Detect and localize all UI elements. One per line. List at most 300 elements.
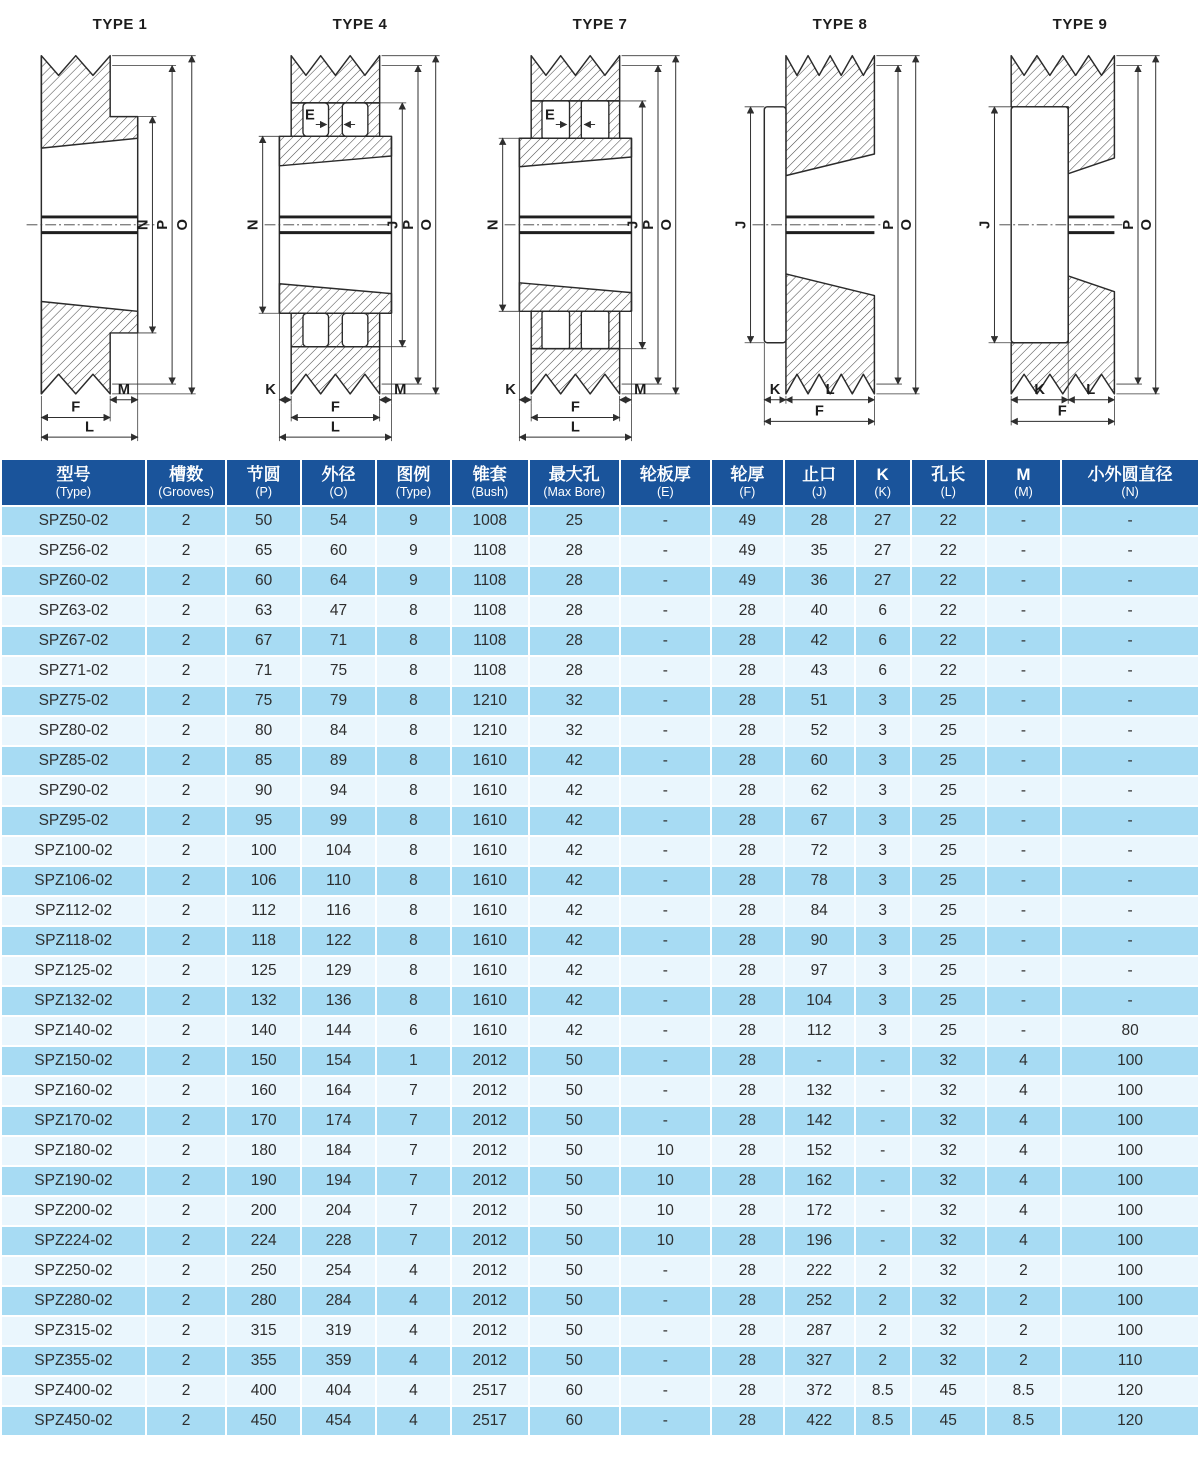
cell: 2 (146, 956, 226, 986)
cell: 2 (986, 1316, 1061, 1346)
cell: 200 (226, 1196, 301, 1226)
cell: 196 (784, 1226, 855, 1256)
cell: 1610 (451, 926, 529, 956)
cell: - (1061, 926, 1199, 956)
cell: 2012 (451, 1046, 529, 1076)
cell: - (620, 1406, 711, 1436)
pulley-cross-section-type-8 (726, 38, 954, 446)
cell: 6 (855, 596, 911, 626)
cell: 228 (301, 1226, 376, 1256)
cell: - (1061, 686, 1199, 716)
cell: SPZ106-02 (1, 866, 146, 896)
table-row (1, 1136, 1199, 1166)
dim-label-K: K (769, 381, 781, 398)
cell: 2 (146, 1376, 226, 1406)
cell: 4 (986, 1226, 1061, 1256)
cell: 25 (911, 956, 986, 986)
dim-label-M: M (117, 381, 131, 398)
table-row (1, 1196, 1199, 1226)
drawing-type-7 (480, 12, 720, 456)
cell: SPZ125-02 (1, 956, 146, 986)
cell: SPZ400-02 (1, 1376, 146, 1406)
cell: 2517 (451, 1376, 529, 1406)
cell: SPZ112-02 (1, 896, 146, 926)
cell: - (784, 1046, 855, 1076)
cell: 1108 (451, 656, 529, 686)
cell: - (620, 1376, 711, 1406)
cell: 32 (529, 686, 620, 716)
cell: 32 (911, 1256, 986, 1286)
cell: SPZ63-02 (1, 596, 146, 626)
cell: 100 (1061, 1196, 1199, 1226)
cell: 32 (911, 1346, 986, 1376)
cell: 25 (911, 716, 986, 746)
cell: 150 (226, 1046, 301, 1076)
cell: 32 (911, 1286, 986, 1316)
cell: 152 (784, 1136, 855, 1166)
cell: 28 (711, 656, 784, 686)
cell: 28 (711, 1286, 784, 1316)
cell: 28 (711, 806, 784, 836)
cell: 28 (711, 1046, 784, 1076)
cell: 355 (226, 1346, 301, 1376)
column-header: 型号 (Type) (1, 459, 146, 506)
cell: 132 (784, 1076, 855, 1106)
cell: 160 (226, 1076, 301, 1106)
cell: 54 (301, 506, 376, 536)
cell: 49 (711, 506, 784, 536)
cell: 42 (529, 926, 620, 956)
cell: - (620, 746, 711, 776)
cell: 2 (146, 1046, 226, 1076)
cell: - (986, 776, 1061, 806)
column-header: 小外圆直径 (N) (1061, 459, 1199, 506)
cell: 252 (784, 1286, 855, 1316)
cell: SPZ80-02 (1, 716, 146, 746)
cell: 65 (226, 536, 301, 566)
cell: 2012 (451, 1316, 529, 1346)
cell: 75 (301, 656, 376, 686)
cell: 7 (376, 1226, 451, 1256)
cell: 1210 (451, 716, 529, 746)
cell: 32 (529, 716, 620, 746)
cell: 2 (146, 1196, 226, 1226)
cell: 28 (711, 1406, 784, 1436)
cell: 100 (1061, 1316, 1199, 1346)
cell: 25 (911, 806, 986, 836)
cell: 8.5 (855, 1376, 911, 1406)
cell: 3 (855, 716, 911, 746)
cell: - (986, 626, 1061, 656)
table-row (1, 1286, 1199, 1316)
cell: - (620, 1286, 711, 1316)
cell: 1610 (451, 866, 529, 896)
cell: 112 (784, 1016, 855, 1046)
cell: 280 (226, 1286, 301, 1316)
dim-label-O: O (418, 219, 435, 231)
cell: - (986, 926, 1061, 956)
cell: 32 (911, 1106, 986, 1136)
cell: 22 (911, 626, 986, 656)
table-row (1, 596, 1199, 626)
cell: SPZ224-02 (1, 1226, 146, 1256)
cell: - (986, 686, 1061, 716)
cell: 2 (146, 896, 226, 926)
cell: 50 (529, 1226, 620, 1256)
cell: 45 (911, 1376, 986, 1406)
cell: 42 (529, 746, 620, 776)
cell: 4 (376, 1346, 451, 1376)
cell: 8.5 (986, 1406, 1061, 1436)
cell: 50 (529, 1046, 620, 1076)
cell: 1108 (451, 536, 529, 566)
cell: 2 (146, 926, 226, 956)
cell: 42 (529, 896, 620, 926)
cell: 154 (301, 1046, 376, 1076)
cell: 116 (301, 896, 376, 926)
cell: - (986, 746, 1061, 776)
cell: 28 (711, 1226, 784, 1256)
table-row (1, 1166, 1199, 1196)
cell: 4 (376, 1316, 451, 1346)
cell: 7 (376, 1076, 451, 1106)
cell: 25 (529, 506, 620, 536)
cell: - (1061, 776, 1199, 806)
pulley-cross-section-type-7 (486, 38, 714, 446)
cell: 28 (711, 836, 784, 866)
cell: - (986, 836, 1061, 866)
pulley-cross-section-type-4 (246, 38, 474, 446)
cell: 8 (376, 836, 451, 866)
cell: 42 (529, 866, 620, 896)
cell: 28 (711, 1376, 784, 1406)
cell: 359 (301, 1346, 376, 1376)
cell: 1108 (451, 596, 529, 626)
cell: SPZ75-02 (1, 686, 146, 716)
cell: 28 (711, 1196, 784, 1226)
cell: 2 (146, 566, 226, 596)
cell: 32 (911, 1166, 986, 1196)
cell: 2012 (451, 1076, 529, 1106)
cell: 4 (986, 1136, 1061, 1166)
cell: 4 (986, 1106, 1061, 1136)
cell: 95 (226, 806, 301, 836)
cell: 4 (376, 1406, 451, 1436)
cell: - (986, 806, 1061, 836)
cell: 45 (911, 1406, 986, 1436)
table-row (1, 806, 1199, 836)
cell: 132 (226, 986, 301, 1016)
cell: - (1061, 956, 1199, 986)
cell: 2 (146, 986, 226, 1016)
cell: 50 (529, 1316, 620, 1346)
cell: 8 (376, 626, 451, 656)
cell: - (620, 506, 711, 536)
cell: - (620, 896, 711, 926)
cell: 25 (911, 926, 986, 956)
cell: 6 (855, 626, 911, 656)
cell: - (986, 656, 1061, 686)
cell: 22 (911, 596, 986, 626)
cell: 1 (376, 1046, 451, 1076)
cell: 104 (784, 986, 855, 1016)
column-header: 图例 (Type) (376, 459, 451, 506)
cell: 2 (146, 866, 226, 896)
dim-label-N: N (246, 219, 262, 231)
cell: 60 (784, 746, 855, 776)
cell: SPZ170-02 (1, 1106, 146, 1136)
dim-label-O: O (1138, 219, 1155, 231)
cell: 2 (855, 1316, 911, 1346)
cell: 174 (301, 1106, 376, 1136)
cell: 7 (376, 1166, 451, 1196)
table-row (1, 866, 1199, 896)
cell: - (620, 866, 711, 896)
cell: 84 (301, 716, 376, 746)
cell: 454 (301, 1406, 376, 1436)
cell: 2 (146, 1316, 226, 1346)
cell: - (986, 536, 1061, 566)
cell: SPZ56-02 (1, 536, 146, 566)
cell: 224 (226, 1226, 301, 1256)
cell: 3 (855, 746, 911, 776)
table-row (1, 1406, 1199, 1436)
cell: 204 (301, 1196, 376, 1226)
cell: 32 (911, 1196, 986, 1226)
cell: 2 (146, 1166, 226, 1196)
table-row (1, 746, 1199, 776)
cell: 50 (529, 1106, 620, 1136)
cell: 28 (784, 506, 855, 536)
cell: 100 (1061, 1226, 1199, 1256)
cell: 7 (376, 1106, 451, 1136)
cell: 22 (911, 656, 986, 686)
table-row (1, 1316, 1199, 1346)
cell: 1610 (451, 746, 529, 776)
table-row (1, 1256, 1199, 1286)
cell: 50 (529, 1136, 620, 1166)
cell: 2012 (451, 1166, 529, 1196)
cell: 3 (855, 986, 911, 1016)
cell: 1610 (451, 896, 529, 926)
cell: - (620, 536, 711, 566)
cell: 8 (376, 776, 451, 806)
cell: 100 (1061, 1256, 1199, 1286)
cell: 64 (301, 566, 376, 596)
table-row (1, 896, 1199, 926)
cell: 120 (1061, 1406, 1199, 1436)
cell: 10 (620, 1196, 711, 1226)
cell: 2517 (451, 1406, 529, 1436)
cell: 72 (784, 836, 855, 866)
cell: 28 (711, 1106, 784, 1136)
cell: 1610 (451, 806, 529, 836)
dim-label-J: J (733, 220, 750, 229)
dim-label-L: L (1086, 381, 1096, 398)
pulley-body (265, 56, 397, 394)
cell: 2 (146, 1106, 226, 1136)
cell: SPZ85-02 (1, 746, 146, 776)
cell: 2 (146, 1406, 226, 1436)
cell: 22 (911, 536, 986, 566)
cell: - (1061, 986, 1199, 1016)
cell: 172 (784, 1196, 855, 1226)
cell: - (620, 1016, 711, 1046)
cell: 10 (620, 1166, 711, 1196)
cell: 1610 (451, 776, 529, 806)
cell: 120 (1061, 1376, 1199, 1406)
pulley-cross-section-type-9 (966, 38, 1194, 446)
dim-label-L: L (330, 419, 340, 436)
dim-label-O: O (174, 219, 191, 231)
cell: 35 (784, 536, 855, 566)
cell: - (620, 566, 711, 596)
cell: 25 (911, 836, 986, 866)
cell: 2012 (451, 1256, 529, 1286)
cell: 28 (711, 596, 784, 626)
cell: SPZ180-02 (1, 1136, 146, 1166)
cell: 3 (855, 956, 911, 986)
cell: 28 (529, 566, 620, 596)
cell: SPZ100-02 (1, 836, 146, 866)
cell: - (1061, 626, 1199, 656)
cell: 100 (1061, 1136, 1199, 1166)
cell: 28 (711, 1166, 784, 1196)
drawing-title: TYPE 9 (1052, 16, 1108, 33)
cell: 32 (911, 1076, 986, 1106)
cell: SPZ118-02 (1, 926, 146, 956)
cell: 28 (711, 626, 784, 656)
cell: 422 (784, 1406, 855, 1436)
dim-label-K: K (1034, 381, 1046, 398)
drawing-type-8 (720, 12, 960, 456)
cell: - (620, 716, 711, 746)
dim-label-F: F (71, 399, 81, 416)
cell: 1610 (451, 956, 529, 986)
cell: - (986, 896, 1061, 926)
cell: 8 (376, 716, 451, 746)
cell: - (1061, 746, 1199, 776)
drawing-type-4 (240, 12, 480, 456)
cell: - (620, 956, 711, 986)
cell: - (986, 956, 1061, 986)
cell: - (986, 716, 1061, 746)
pulley-body (753, 56, 885, 394)
cell: SPZ315-02 (1, 1316, 146, 1346)
cell: 50 (529, 1166, 620, 1196)
cell: - (620, 626, 711, 656)
cell: 450 (226, 1406, 301, 1436)
cell: 125 (226, 956, 301, 986)
cell: 63 (226, 596, 301, 626)
dim-label-L: L (85, 419, 95, 436)
table-row (1, 536, 1199, 566)
cell: 129 (301, 956, 376, 986)
table-row (1, 1346, 1199, 1376)
cell: 7 (376, 1136, 451, 1166)
cell: 404 (301, 1376, 376, 1406)
cell: 28 (529, 626, 620, 656)
cell: 84 (784, 896, 855, 926)
cell: - (620, 986, 711, 1016)
cell: - (986, 566, 1061, 596)
dim-label-K: K (505, 381, 516, 398)
cell: SPZ95-02 (1, 806, 146, 836)
cell: 3 (855, 1016, 911, 1046)
cell: 6 (855, 656, 911, 686)
cell: 2 (146, 836, 226, 866)
cell: 71 (301, 626, 376, 656)
cell: 40 (784, 596, 855, 626)
dim-label-M: M (394, 381, 407, 398)
cell: - (986, 866, 1061, 896)
cell: 2 (146, 1016, 226, 1046)
column-header: 孔长 (L) (911, 459, 986, 506)
spec-table (0, 458, 1200, 1437)
cell: 60 (529, 1376, 620, 1406)
cell: 3 (855, 806, 911, 836)
cell: - (1061, 806, 1199, 836)
cell: 8.5 (855, 1406, 911, 1436)
cell: 42 (529, 776, 620, 806)
cell: 36 (784, 566, 855, 596)
cell: 9 (376, 566, 451, 596)
cell: - (1061, 866, 1199, 896)
table-row (1, 686, 1199, 716)
cell: 78 (784, 866, 855, 896)
cell: SPZ450-02 (1, 1406, 146, 1436)
cell: 3 (855, 776, 911, 806)
cell: - (1061, 536, 1199, 566)
drawing-type-9 (960, 12, 1200, 456)
cell: - (986, 986, 1061, 1016)
cell: 1008 (451, 506, 529, 536)
cell: 52 (784, 716, 855, 746)
cell: 28 (711, 866, 784, 896)
column-header: M (M) (986, 459, 1061, 506)
cell: 3 (855, 896, 911, 926)
table-row (1, 1226, 1199, 1256)
cell: 8 (376, 956, 451, 986)
cell: 180 (226, 1136, 301, 1166)
cell: 4 (986, 1046, 1061, 1076)
pulley-body (999, 56, 1124, 394)
cell: - (620, 656, 711, 686)
table-row (1, 656, 1199, 686)
cell: 315 (226, 1316, 301, 1346)
cell: 47 (301, 596, 376, 626)
dim-label-L: L (825, 381, 835, 398)
cell: 4 (376, 1286, 451, 1316)
cell: 194 (301, 1166, 376, 1196)
dim-label-O: O (898, 219, 915, 231)
cell: 32 (911, 1316, 986, 1346)
cell: 3 (855, 866, 911, 896)
cell: 25 (911, 986, 986, 1016)
cell: 28 (711, 956, 784, 986)
dim-label-F: F (814, 403, 824, 420)
table-row (1, 956, 1199, 986)
cell: 2012 (451, 1286, 529, 1316)
cell: 4 (986, 1166, 1061, 1196)
cell: 136 (301, 986, 376, 1016)
dim-label-P: P (401, 219, 418, 230)
cell: 2 (146, 506, 226, 536)
cell: - (986, 506, 1061, 536)
cell: 80 (226, 716, 301, 746)
cell: 100 (1061, 1166, 1199, 1196)
cell: 1108 (451, 566, 529, 596)
